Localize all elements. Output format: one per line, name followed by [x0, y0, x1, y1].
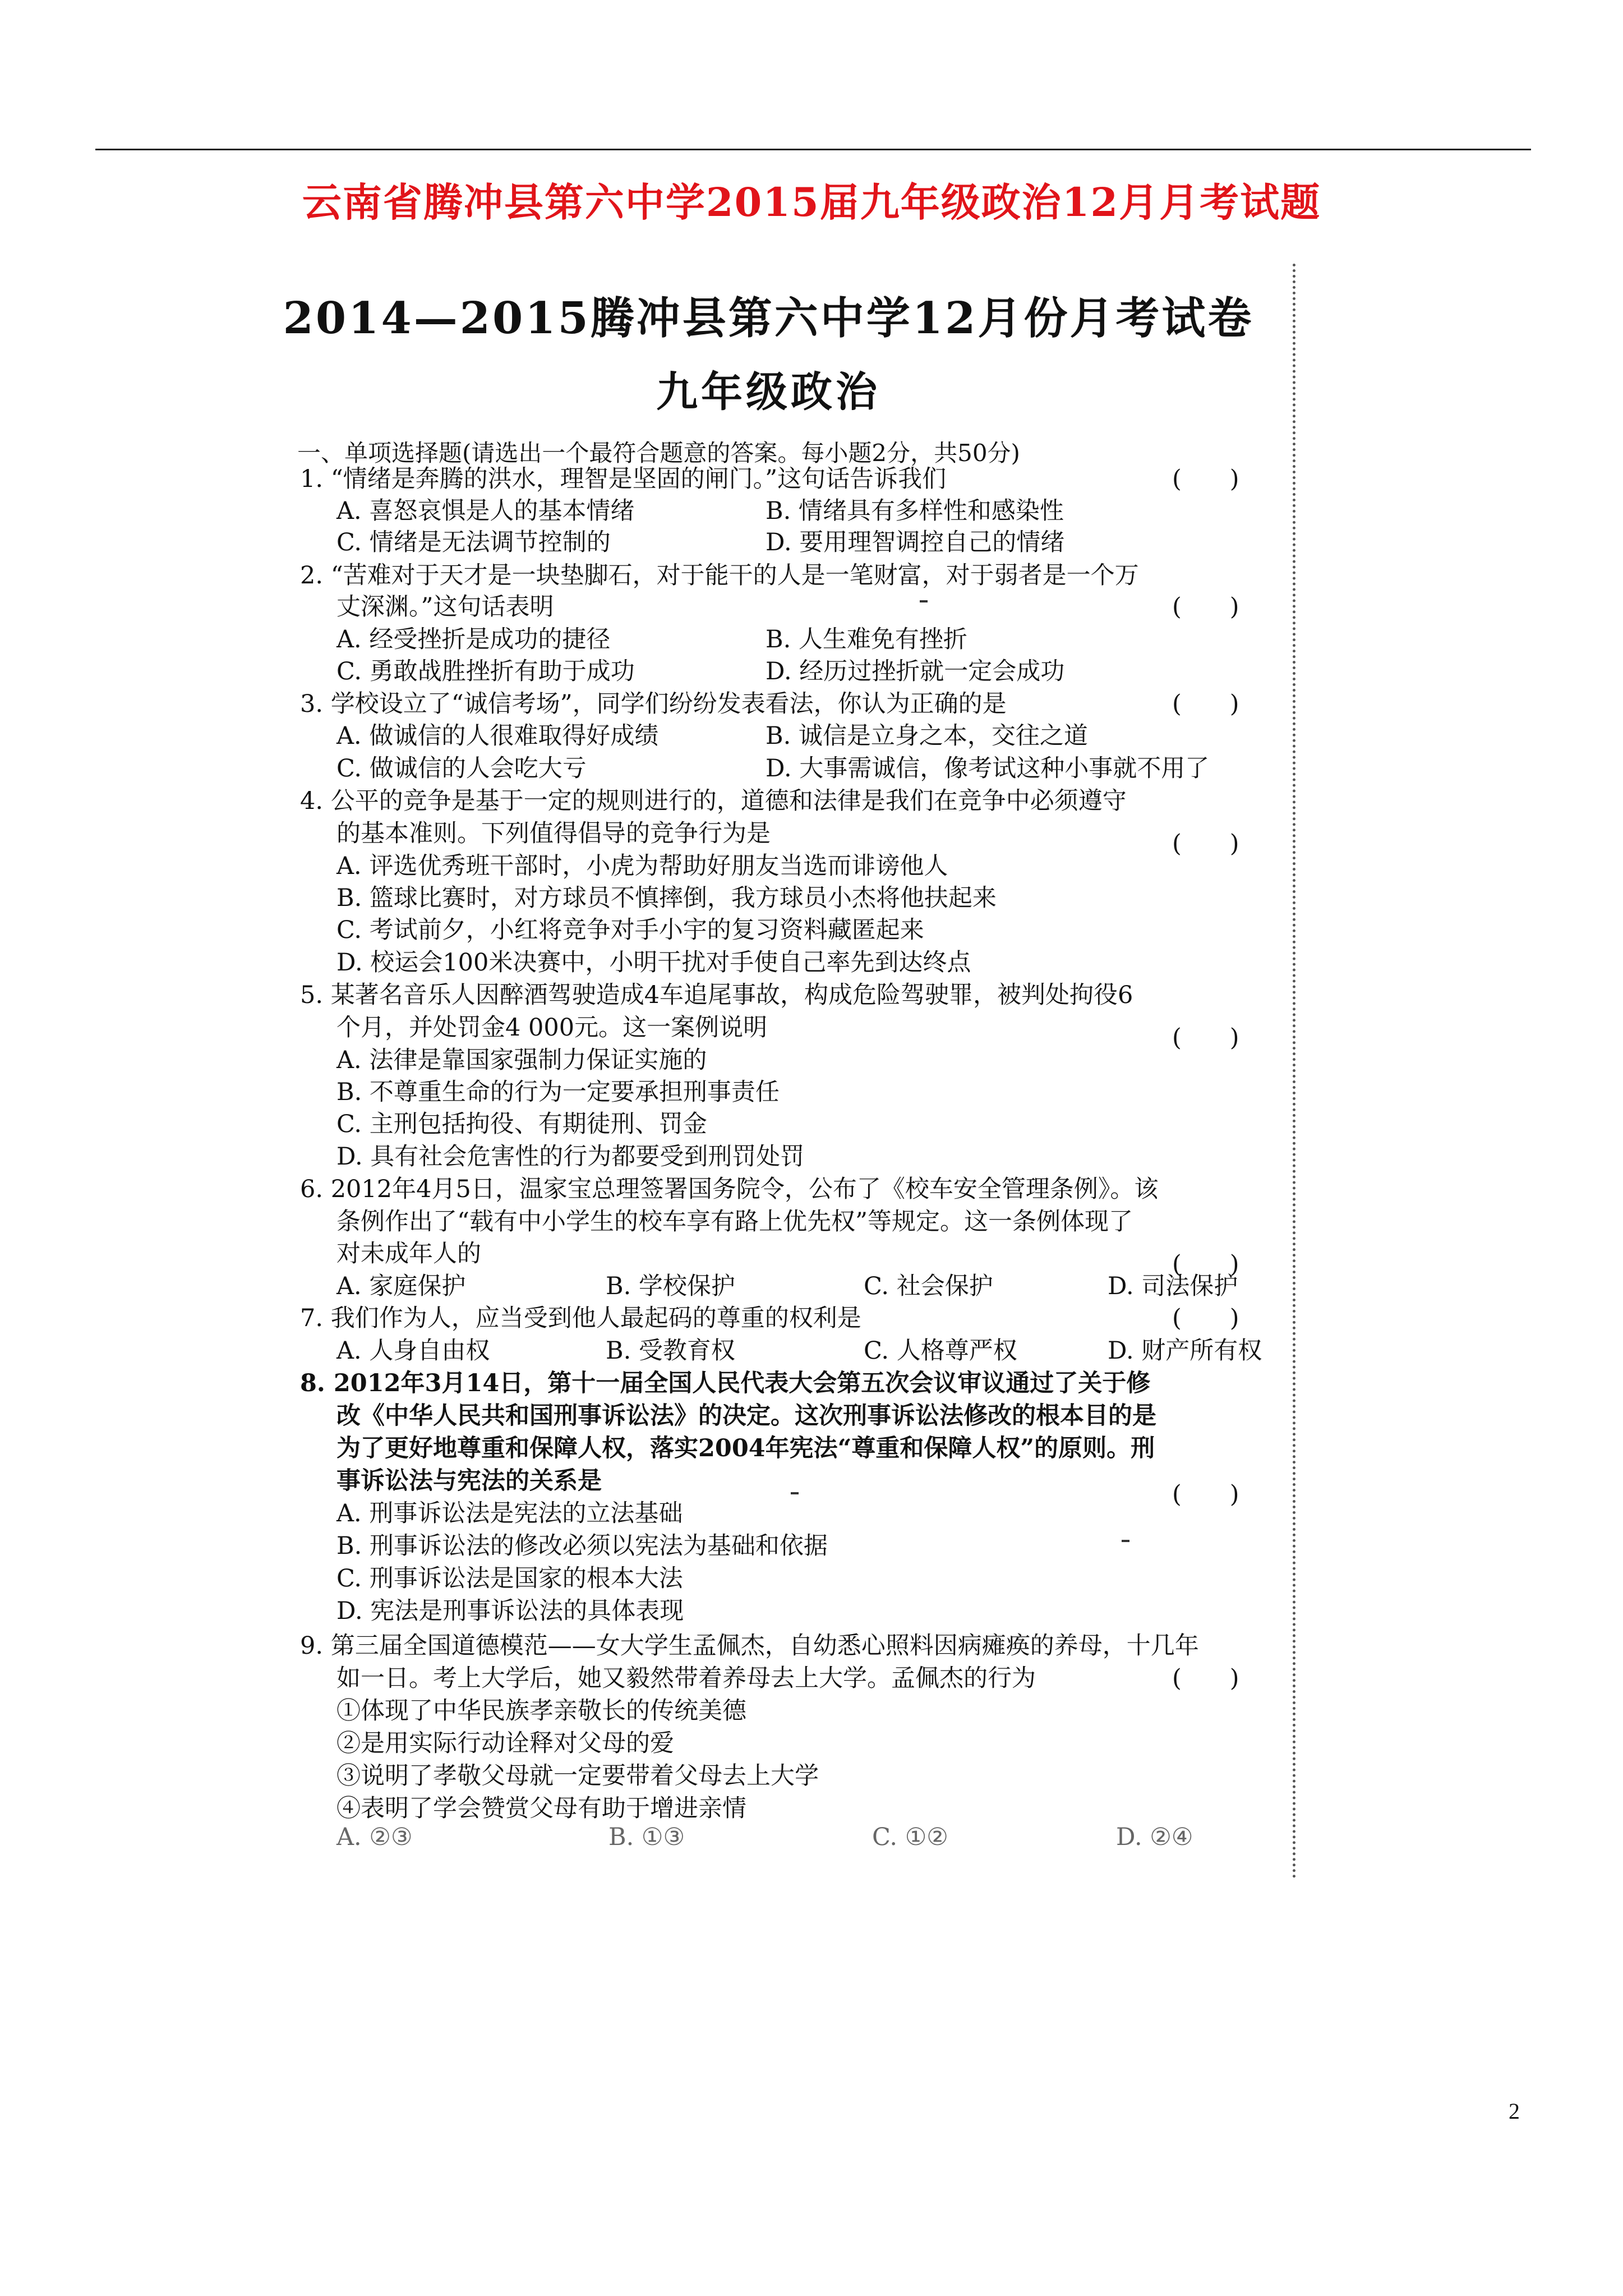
question-8-stem-line-2: 改《中华人民共和国刑事诉讼法》的决定。这次刑事诉讼法修改的根本目的是: [336, 1402, 1156, 1430]
option-c: C. 考试前夕，小红将竞争对手小宇的复习资料藏匿起来: [336, 916, 924, 944]
scan-mark: [791, 1492, 799, 1494]
question-7-stem: 7. 我们作为人，应当受到他人最起码的尊重的权利是: [300, 1304, 861, 1332]
option-c: C. 勇敢战胜挫折有助于成功: [336, 657, 635, 685]
answer-blank: ( ): [1172, 593, 1239, 621]
question-4-stem: 4. 公平的竞争是基于一定的规则进行的，道德和法律是我们在竞争中必须遵守: [300, 787, 1127, 815]
exam-subtitle: 九年级政治: [656, 368, 880, 416]
option-b: B. 诚信是立身之本，交往之道: [766, 722, 1088, 750]
document-title: 云南省腾冲县第六中学2015届九年级政治12月月考试题: [302, 179, 1321, 226]
scan-mark: [920, 600, 928, 602]
statement-2: ②是用实际行动诠释对父母的爱: [336, 1729, 674, 1757]
question-9-stem: 9. 第三届全国道德模范——女大学生孟佩杰，自幼悉心照料因病瘫痪的养母，十几年: [300, 1632, 1199, 1660]
option-b: B. 不尊重生命的行为一定要承担刑事责任: [336, 1078, 780, 1106]
option-b: B. 学校保护: [606, 1272, 735, 1300]
option-a: A. 法律是靠国家强制力保证实施的: [336, 1046, 707, 1074]
question-6-stem-line-2: 条例作出了“载有中小学生的校车享有路上优先权”等规定。这一条例体现了: [336, 1208, 1133, 1236]
answer-blank: ( ): [1172, 690, 1239, 718]
option-a: A. 家庭保护: [336, 1272, 466, 1300]
binding-margin-line: [1293, 264, 1295, 1879]
answer-blank: ( ): [1172, 1250, 1239, 1278]
answer-blank: ( ): [1172, 830, 1239, 858]
section-heading: 一、单项选择题(请选出一个最符合题意的答案。每小题2分，共50分): [297, 439, 1020, 467]
question-8-stem-line-4: 事诉讼法与宪法的关系是: [336, 1467, 602, 1495]
option-a: A. 经受挫折是成功的捷径: [336, 625, 611, 654]
option-d: D. 要用理智调控自己的情绪: [766, 528, 1065, 556]
question-2-stem-line-2: 丈深渊。”这句话表明: [336, 593, 554, 621]
question-3-stem: 3. 学校设立了“诚信考场”，同学们纷纷发表看法，你认为正确的是: [300, 690, 1007, 718]
option-d: D. 宪法是刑事诉讼法的具体表现: [336, 1597, 684, 1625]
question-9-stem-line-2: 如一日。考上大学后，她又毅然带着养母去上大学。孟佩杰的行为: [336, 1664, 1036, 1692]
exam-title: 2014—2015腾冲县第六中学12月份月考试卷: [283, 293, 1254, 344]
option-b: B. 受教育权: [606, 1337, 735, 1365]
option-a: A. 人身自由权: [336, 1337, 490, 1365]
option-a: A. 做诚信的人很难取得好成绩: [336, 722, 659, 750]
option-d: D. ②④: [1116, 1823, 1193, 1851]
statement-4: ④表明了学会赞赏父母有助于增进亲情: [336, 1795, 746, 1823]
answer-blank: ( ): [1172, 1024, 1239, 1052]
question-6-stem-line-3: 对未成年人的: [336, 1240, 481, 1268]
question-8-stem-line-3: 为了更好地尊重和保障人权，落实2004年宪法“尊重和保障人权”的原则。刑: [336, 1434, 1155, 1462]
answer-blank: ( ): [1172, 1480, 1239, 1508]
option-c: C. 做诚信的人会吃大亏: [336, 754, 587, 783]
option-a: A. 评选优秀班干部时，小虎为帮助好朋友当选而诽谤他人: [336, 852, 948, 880]
answer-blank: ( ): [1172, 465, 1239, 493]
page-number: 2: [1509, 2099, 1520, 2124]
option-b: B. ①③: [608, 1823, 685, 1851]
option-c: C. 刑事诉讼法是国家的根本大法: [336, 1565, 683, 1593]
option-c: C. 人格尊严权: [864, 1337, 1017, 1365]
option-c: C. 主刑包括拘役、有期徒刑、罚金: [336, 1110, 707, 1138]
question-4-stem-line-2: 的基本准则。下列值得倡导的竞争行为是: [336, 820, 771, 848]
option-a: A. 刑事诉讼法是宪法的立法基础: [336, 1499, 683, 1527]
answer-blank: ( ): [1172, 1304, 1239, 1332]
option-d: D. 具有社会危害性的行为都要受到刑罚处罚: [336, 1143, 805, 1171]
question-8-stem: 8. 2012年3月14日，第十一届全国人民代表大会第五次会议审议通过了关于修: [300, 1369, 1151, 1397]
question-1-stem: 1. “情绪是奔腾的洪水，理智是坚固的闸门。”这句话告诉我们: [300, 465, 947, 493]
option-d: D. 校运会100米决赛中，小明干扰对手使自己率先到达终点: [336, 949, 971, 977]
answer-blank: ( ): [1172, 1664, 1239, 1692]
option-d: D. 司法保护: [1108, 1272, 1238, 1300]
statement-1: ①体现了中华民族孝亲敬长的传统美德: [336, 1697, 746, 1725]
option-a: A. ②③: [336, 1823, 413, 1851]
option-c: C. ①②: [872, 1823, 948, 1851]
option-c: C. 社会保护: [864, 1272, 993, 1300]
question-2-stem: 2. “苦难对于天才是一块垫脚石，对于能干的人是一笔财富，对于弱者是一个万: [300, 562, 1139, 590]
option-c: C. 情绪是无法调节控制的: [336, 528, 611, 556]
option-d: D. 大事需诚信，像考试这种小事就不用了: [766, 754, 1210, 783]
scan-mark: [1122, 1540, 1129, 1542]
option-a: A. 喜怒哀惧是人的基本情绪: [336, 497, 635, 525]
option-b: B. 篮球比赛时，对方球员不慎摔倒，我方球员小杰将他扶起来: [336, 884, 997, 912]
option-b: B. 人生难免有挫折: [766, 625, 967, 654]
question-5-stem: 5. 某著名音乐人因醉酒驾驶造成4车追尾事故，构成危险驾驶罪，被判处拘役6: [300, 981, 1133, 1009]
question-5-stem-line-2: 个月，并处罚金4 000元。这一案例说明: [336, 1014, 768, 1042]
option-b: B. 刑事诉讼法的修改必须以宪法为基础和依据: [336, 1532, 828, 1560]
option-b: B. 情绪具有多样性和感染性: [766, 497, 1064, 525]
question-6-stem: 6. 2012年4月5日，温家宝总理签署国务院令，公布了《校车安全管理条例》。该: [300, 1175, 1159, 1203]
option-d: D. 财产所有权: [1108, 1337, 1262, 1365]
option-d: D. 经历过挫折就一定会成功: [766, 657, 1065, 685]
statement-3: ③说明了孝敬父母就一定要带着父母去上大学: [336, 1762, 819, 1790]
header-rule: [95, 149, 1531, 150]
